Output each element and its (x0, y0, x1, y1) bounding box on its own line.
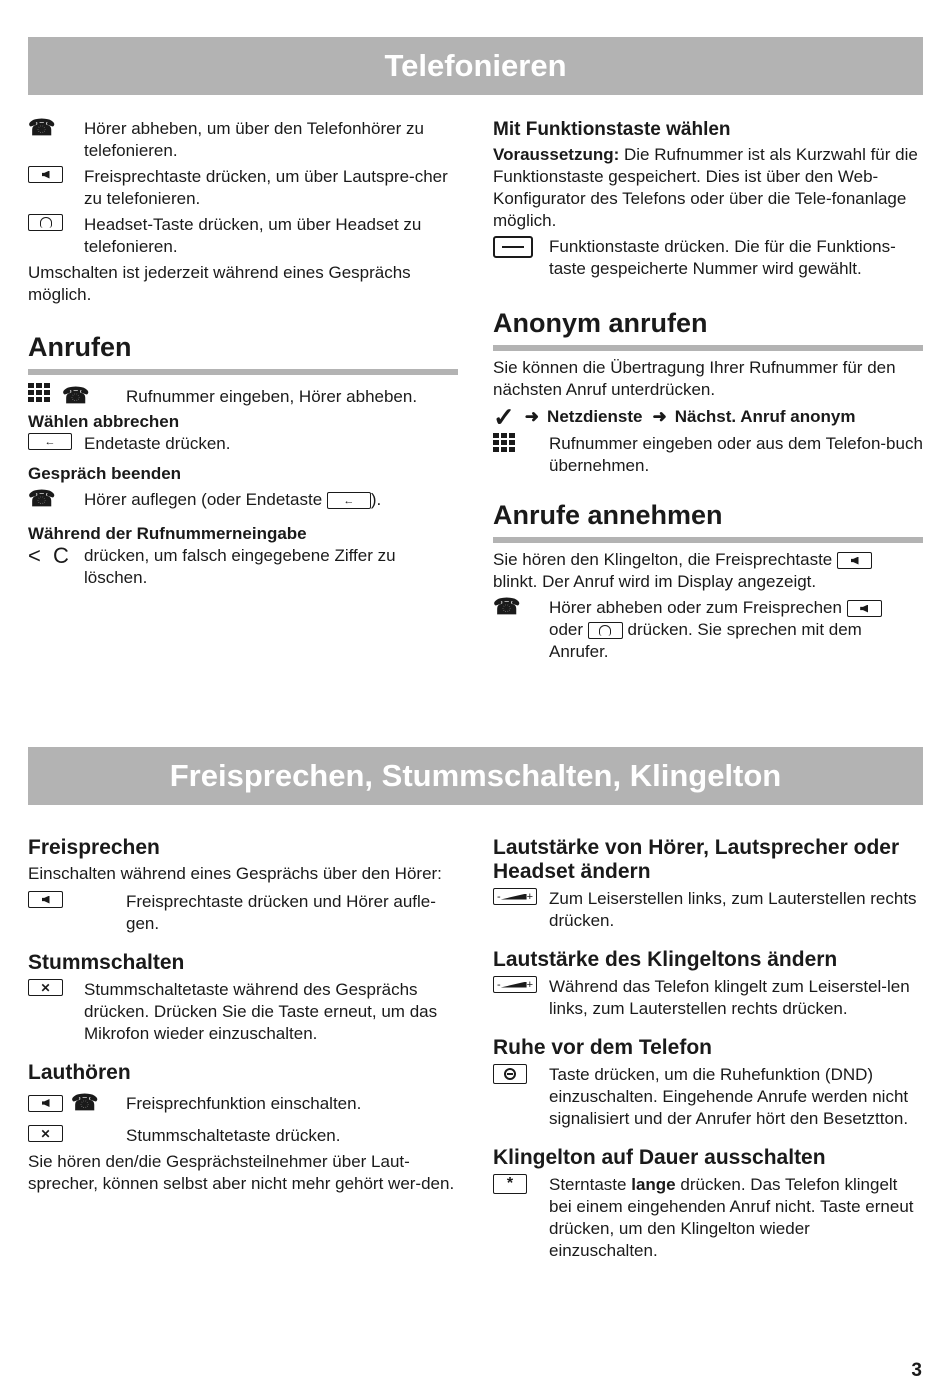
handset-text: Hörer abheben, um über den Telefonhörer zu telefonieren. (84, 119, 424, 160)
cancel-text: Endetaste drücken. (84, 434, 231, 453)
section-title-telefonieren: Telefonieren (28, 37, 923, 95)
dial-row (28, 383, 458, 409)
vol-row (493, 888, 923, 932)
func-text: Funktionstaste drücken. Die für die Funktions-taste gespeicherte Nummer wird gewählt. (549, 237, 896, 278)
anrufen-block (28, 331, 458, 589)
volume-plus-label: + (526, 890, 533, 903)
anonym-dial-row (493, 433, 923, 477)
anrufen-rule (28, 369, 458, 375)
speaker-row (28, 166, 458, 210)
function-key-icon (493, 236, 533, 258)
stumm-text: Stummschaltetaste während des Gesprächs drücken. Drücken Sie die Taste erneut, um das Mikrofon wieder einzuschalten. (84, 980, 438, 1043)
annehmen-row (493, 594, 923, 663)
headset-text: Headset-Taste drücken, um über Headset zu telefonieren. (84, 215, 422, 256)
stumm-heading: Stummschalten (28, 951, 185, 974)
end-key-icon: ← (28, 433, 72, 450)
off-text-bold: lange (631, 1175, 676, 1194)
handset-hangup-icon: ☎ (71, 1090, 99, 1115)
func-prereq-label: Voraussetzung: (493, 145, 620, 164)
dnd-heading: Ruhe vor dem Telefon (493, 1036, 712, 1059)
vol-heading: Lautstärke von Hörer, Lautsprecher oder Headset ändern (493, 836, 900, 883)
end-key-icon: ← (327, 492, 371, 509)
off-text-b: drücken. Das Telefon klingelt bei einem eingehenden Anruf nicht. Taste erneut drücken, um den Klingelton wieder einzuschalten. (549, 1175, 914, 1260)
func-prereq-text: Die Rufnummer ist als Kurzwahl für die Funktionstaste gespeichert. Dies ist über den Web-Konfigurator des Telefons oder über die Tele-fonanlage möglich. (493, 145, 918, 230)
volume-key-icon (493, 888, 537, 905)
volume-key-icon (493, 976, 537, 993)
annehmen-text-b: oder (549, 620, 584, 639)
end-text (84, 489, 458, 511)
dial-text: Rufnummer eingeben, Hörer abheben. (126, 387, 418, 406)
anonym-block (493, 307, 923, 477)
delete-key-icon: < C (28, 543, 72, 568)
menu-netzdienste: Netzdienste (547, 407, 643, 426)
dnd-key-icon (493, 1064, 527, 1084)
end-text-a: Hörer auflegen (oder Endetaste (84, 490, 323, 509)
speaker-key-icon (28, 891, 63, 908)
frei-row (28, 891, 458, 935)
freisprechen-right-column (493, 836, 923, 1262)
freisprechen-left-column (28, 836, 458, 1195)
dnd-row (493, 1064, 923, 1130)
handset-lift-icon: ☎ (493, 594, 521, 619)
anonym-intro: Sie können die Übertragung Ihrer Rufnummer für den nächsten Anruf unterdrücken. (493, 358, 896, 399)
handset-lift-icon: ☎ (62, 383, 90, 408)
laut-heading: Lauthören (28, 1061, 131, 1084)
annehmen-rule (493, 537, 923, 543)
annehmen-text-c: drücken. Sie sprechen mit dem Anrufer. (549, 620, 862, 661)
annehmen-text-a: Hörer abheben oder zum Freisprechen (549, 598, 842, 617)
laut-row-2 (28, 1125, 458, 1147)
volume-minus-label: - (497, 890, 501, 903)
func-prereq (493, 144, 923, 232)
laut-note: Sie hören den/die Gesprächsteilnehmer über Laut-sprecher, können selbst aber nicht mehr gehört wer-den. (28, 1152, 455, 1193)
speaker-key-icon (28, 166, 63, 183)
anonym-rule (493, 345, 923, 351)
cancel-row (28, 433, 458, 455)
anrufen-heading: Anrufen (28, 332, 132, 362)
input-text: drücken, um falsch eingegebene Ziffer zu löschen. (84, 546, 396, 587)
arrow-right-icon: ➜ (652, 407, 667, 426)
frei-intro: Einschalten während eines Gesprächs über den Hörer: (28, 864, 442, 883)
handset-lift-icon: ☎ (28, 115, 56, 140)
annehmen-text (549, 597, 923, 663)
telefonieren-right-column (493, 118, 923, 663)
mute-key-icon: ✕ (28, 979, 63, 996)
end-text-b: ). (370, 490, 382, 509)
laut-row1-text: Freisprechfunktion einschalten. (126, 1094, 362, 1113)
cancel-heading: Wählen abbrechen (28, 412, 180, 431)
handset-hangup-icon: ☎ (28, 486, 56, 511)
anonym-heading: Anonym anrufen (493, 308, 708, 338)
off-text-a: Sterntaste (549, 1175, 627, 1194)
annehmen-intro (493, 549, 923, 593)
ring-row (493, 976, 923, 1020)
volume-minus-label: - (497, 978, 501, 991)
end-row (28, 486, 458, 511)
ring-heading: Lautstärke des Klingeltons ändern (493, 948, 838, 971)
dnd-text: Taste drücken, um die Ruhefunktion (DND) einzuschalten. Eingehende Anrufe werden nicht signalisiert und der Anrufer hört den Besetztton. (549, 1065, 909, 1128)
headset-key-icon (588, 622, 623, 639)
end-heading: Gespräch beenden (28, 464, 182, 483)
func-row (493, 236, 923, 280)
annehmen-block (493, 499, 923, 663)
laut-row2-text: Stummschaltetaste drücken. (126, 1126, 341, 1145)
frei-heading: Freisprechen (28, 836, 160, 859)
annehmen-intro-b: blinkt. Der Anruf wird im Display angezeigt. (493, 572, 817, 591)
off-row (493, 1174, 923, 1262)
off-text (549, 1174, 923, 1262)
check-icon: ✓ (493, 402, 515, 432)
annehmen-intro-a: Sie hören den Klingelton, die Freisprechtaste (493, 550, 833, 569)
annehmen-heading: Anrufe annehmen (493, 500, 723, 530)
off-heading: Klingelton auf Dauer ausschalten (493, 1146, 826, 1169)
frei-text: Freisprechtaste drücken und Hörer aufle-gen. (126, 892, 436, 933)
ring-text: Während das Telefon klingelt zum Leiserstel-len links, zum Lauterstellen rechts drücken. (549, 977, 910, 1018)
speaker-key-icon (847, 600, 882, 617)
input-row (28, 545, 458, 589)
anonym-menu-row (493, 402, 923, 432)
func-heading: Mit Funktionstaste wählen (493, 119, 731, 140)
anonym-dial-text: Rufnummer eingeben oder aus dem Telefon-buch übernehmen. (549, 434, 923, 475)
telefonieren-left-column (28, 115, 458, 589)
switch-note: Umschalten ist jederzeit während eines Gesprächs möglich. (28, 263, 411, 304)
menu-anonym: Nächst. Anruf anonym (674, 407, 856, 426)
handset-row (28, 115, 458, 162)
volume-plus-label: + (526, 978, 533, 991)
speaker-key-icon (837, 552, 872, 569)
page-number: 3 (911, 1360, 922, 1381)
input-heading: Während der Rufnummerneingabe (28, 524, 307, 543)
speaker-key-icon (28, 1095, 63, 1112)
vol-text: Zum Leiserstellen links, zum Lauterstellen rechts drücken. (549, 889, 917, 930)
mute-key-icon: ✕ (28, 1125, 63, 1142)
speaker-text: Freisprechtaste drücken, um über Lautspre-cher zu telefonieren. (84, 167, 448, 208)
star-key-icon: * (493, 1174, 527, 1194)
arrow-right-icon: ➜ (524, 407, 540, 426)
stumm-row (28, 979, 458, 1045)
headset-row (28, 214, 458, 258)
keypad-icon (28, 383, 54, 409)
section-title-freisprechen: Freisprechen, Stummschalten, Klingelton (28, 747, 923, 805)
laut-row-1 (28, 1090, 458, 1115)
headset-key-icon (28, 214, 63, 231)
keypad-icon (493, 433, 519, 459)
